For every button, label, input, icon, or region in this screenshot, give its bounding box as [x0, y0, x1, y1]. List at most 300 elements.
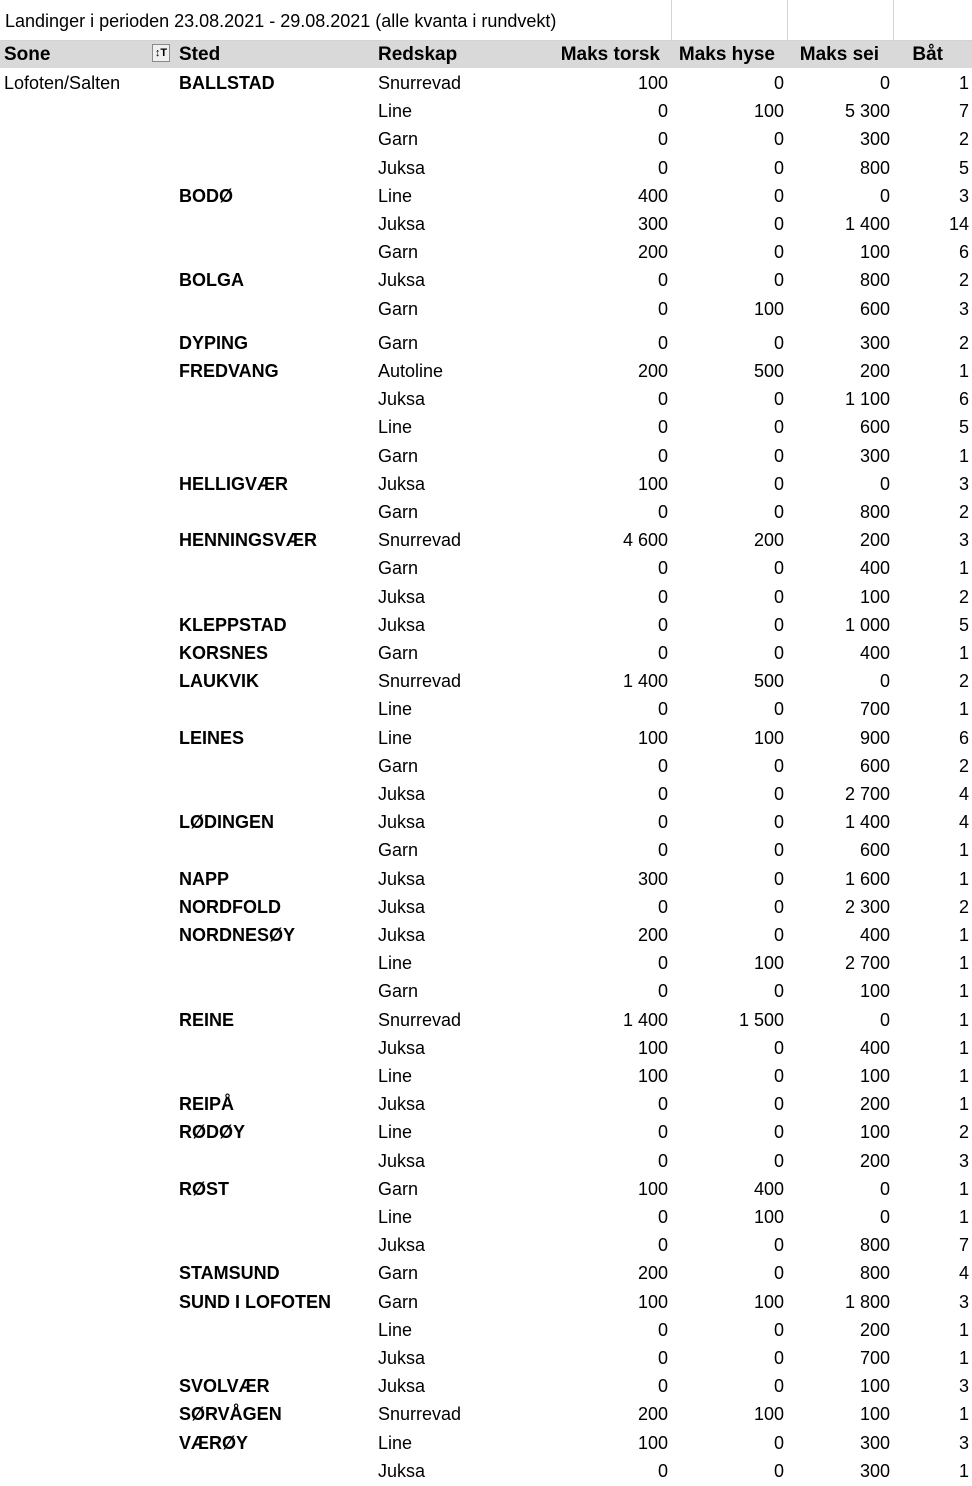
header-maks-hyse[interactable]: Maks hyse: [678, 44, 775, 65]
cell-hyse[interactable]: 0: [773, 473, 784, 494]
cell-hyse[interactable]: 0: [773, 614, 784, 635]
cell-redskap[interactable]: Juksa: [378, 1376, 426, 1397]
cell-torsk[interactable]: 0: [657, 784, 668, 804]
cell-torsk[interactable]: 300: [637, 868, 668, 889]
cell-sei[interactable]: 600: [859, 298, 890, 319]
cell-sei[interactable]: 200: [859, 530, 890, 551]
cell-hyse[interactable]: 0: [773, 73, 784, 93]
cell-hyse[interactable]: 0: [773, 812, 784, 833]
cell-torsk[interactable]: 0: [657, 643, 668, 663]
cell-hyse[interactable]: 0: [773, 389, 784, 410]
cell-redskap[interactable]: Garn: [378, 840, 419, 861]
cell-torsk[interactable]: 0: [657, 981, 668, 1002]
cell-bat[interactable]: 2: [958, 129, 969, 150]
cell-sei[interactable]: 200: [859, 1094, 890, 1115]
cell-sted[interactable]: SØRVÅGEN: [179, 1404, 282, 1425]
cell-torsk[interactable]: 0: [657, 389, 668, 410]
table-row: [0, 977, 972, 1005]
cell-redskap[interactable]: Juksa: [378, 1460, 426, 1481]
cell-sei[interactable]: 400: [859, 558, 890, 579]
cell-redskap[interactable]: Juksa: [378, 784, 426, 804]
cell-torsk[interactable]: 100: [637, 473, 668, 494]
cell-sted[interactable]: REIPÅ: [179, 1094, 235, 1115]
cell-bat[interactable]: 6: [958, 727, 969, 748]
cell-sted[interactable]: RØST: [179, 1178, 230, 1199]
table-row: [0, 836, 972, 864]
cell-hyse[interactable]: 100: [753, 1207, 784, 1227]
cell-redskap[interactable]: Line: [378, 1066, 413, 1086]
cell-sted[interactable]: BALLSTAD: [179, 73, 275, 93]
cell-sei[interactable]: 300: [859, 332, 890, 353]
cell-bat[interactable]: 1: [958, 1009, 969, 1030]
cell-redskap[interactable]: Snurrevad: [378, 530, 462, 551]
cell-redskap[interactable]: Juksa: [378, 925, 426, 945]
cell-hyse[interactable]: 500: [753, 361, 784, 381]
table-row: [0, 611, 972, 639]
cell-hyse[interactable]: 0: [773, 1319, 784, 1340]
cell-hyse[interactable]: 0: [773, 502, 784, 522]
cell-hyse[interactable]: 0: [773, 332, 784, 353]
cell-bat[interactable]: 1: [958, 1404, 969, 1425]
cell-torsk[interactable]: 200: [637, 361, 668, 381]
cell-hyse[interactable]: 0: [773, 1094, 784, 1115]
cell-redskap[interactable]: Snurrevad: [378, 1404, 462, 1425]
cell-hyse[interactable]: 0: [773, 840, 784, 861]
cell-sei[interactable]: 100: [859, 1122, 890, 1143]
cell-sei[interactable]: 2 300: [844, 896, 890, 917]
cell-bat[interactable]: 2: [958, 671, 969, 692]
cell-bat[interactable]: 7: [958, 1235, 969, 1256]
cell-sted[interactable]: NORDNESØY: [179, 925, 296, 945]
cell-hyse[interactable]: 0: [773, 445, 784, 466]
cell-bat[interactable]: 1: [958, 73, 969, 93]
header-maks-torsk[interactable]: Maks torsk: [560, 44, 660, 65]
cell-redskap[interactable]: Garn: [378, 981, 419, 1002]
cell-redskap[interactable]: Line: [378, 1319, 413, 1340]
cell-sted[interactable]: REINE: [179, 1009, 235, 1030]
cell-redskap[interactable]: Garn: [378, 643, 419, 663]
cell-redskap[interactable]: Garn: [378, 502, 419, 522]
cell-redskap[interactable]: Line: [378, 185, 413, 206]
header-sone[interactable]: Sone: [4, 44, 51, 65]
cell-torsk[interactable]: 100: [637, 727, 668, 748]
cell-sei[interactable]: 100: [859, 1376, 890, 1397]
cell-torsk[interactable]: 0: [657, 445, 668, 466]
cell-sei[interactable]: 2 700: [844, 953, 890, 974]
cell-sei[interactable]: 1 400: [844, 812, 890, 833]
cell-redskap[interactable]: Garn: [378, 445, 419, 466]
cell-bat[interactable]: 1: [958, 1460, 969, 1481]
cell-sei[interactable]: 400: [859, 643, 890, 663]
cell-hyse[interactable]: 0: [773, 157, 784, 178]
cell-sei[interactable]: 300: [859, 445, 890, 466]
cell-hyse[interactable]: 0: [773, 1122, 784, 1143]
cell-torsk[interactable]: 0: [657, 755, 668, 776]
cell-bat[interactable]: 1: [958, 1178, 969, 1199]
cell-sted[interactable]: SUND I LOFOTEN: [179, 1291, 331, 1312]
cell-redskap[interactable]: Juksa: [378, 1235, 426, 1256]
cell-redskap[interactable]: Snurrevad: [378, 671, 462, 692]
header-redskap[interactable]: Redskap: [378, 44, 458, 65]
cell-torsk[interactable]: 4 600: [622, 530, 668, 551]
cell-hyse[interactable]: 0: [773, 925, 784, 945]
cell-bat[interactable]: 1: [958, 1319, 969, 1340]
cell-hyse[interactable]: 0: [773, 643, 784, 663]
cell-hyse[interactable]: 0: [773, 868, 784, 889]
cell-torsk[interactable]: 0: [657, 586, 668, 607]
cell-bat[interactable]: 1: [958, 445, 969, 466]
header-sted[interactable]: Sted: [179, 44, 221, 65]
cell-redskap[interactable]: Juksa: [378, 812, 426, 833]
cell-torsk[interactable]: 0: [657, 1235, 668, 1256]
cell-bat[interactable]: 1: [958, 840, 969, 861]
cell-sei[interactable]: 800: [859, 502, 890, 522]
cell-sei[interactable]: 600: [859, 840, 890, 861]
cell-torsk[interactable]: 0: [657, 1319, 668, 1340]
cell-redskap[interactable]: Garn: [378, 129, 419, 150]
table-row: [0, 1400, 972, 1428]
cell-hyse[interactable]: 0: [773, 699, 784, 720]
table-row: [0, 470, 972, 498]
cell-sei[interactable]: 600: [859, 417, 890, 438]
cell-hyse[interactable]: 0: [773, 242, 784, 263]
cell-torsk[interactable]: 0: [657, 1460, 668, 1481]
cell-bat[interactable]: 4: [958, 1263, 969, 1284]
cell-torsk[interactable]: 0: [657, 1094, 668, 1115]
cell-sei[interactable]: 400: [859, 1037, 890, 1058]
cell-hyse[interactable]: 0: [773, 784, 784, 804]
cell-sted[interactable]: LØDINGEN: [179, 812, 275, 833]
cell-torsk[interactable]: 300: [637, 214, 668, 234]
cell-sted[interactable]: NORDFOLD: [179, 896, 281, 917]
cell-redskap[interactable]: Line: [378, 101, 413, 122]
cell-sted[interactable]: DYPING: [179, 332, 249, 353]
cell-torsk[interactable]: 1 400: [622, 671, 668, 692]
cell-hyse[interactable]: 200: [753, 530, 784, 551]
cell-sei[interactable]: 400: [859, 925, 890, 945]
cell-bat[interactable]: 1: [958, 699, 969, 720]
cell-sted[interactable]: HELLIGVÆR: [179, 473, 289, 494]
cell-hyse[interactable]: 0: [773, 270, 784, 291]
cell-sted[interactable]: STAMSUND: [179, 1263, 280, 1284]
cell-hyse[interactable]: 0: [773, 896, 784, 917]
cell-sei[interactable]: 1 600: [844, 868, 890, 889]
cell-sei[interactable]: 2 700: [844, 784, 890, 804]
table-row: [0, 554, 972, 582]
table-row: [0, 865, 972, 893]
cell-sei[interactable]: 200: [859, 361, 890, 381]
cell-redskap[interactable]: Garn: [378, 332, 419, 353]
cell-redskap[interactable]: Juksa: [378, 473, 426, 494]
cell-redskap[interactable]: Juksa: [378, 157, 426, 178]
cell-hyse[interactable]: 0: [773, 1037, 784, 1058]
cell-sei[interactable]: 800: [859, 270, 890, 291]
header-bat[interactable]: Båt: [912, 44, 943, 65]
cell-hyse[interactable]: 100: [753, 1291, 784, 1312]
cell-redskap[interactable]: Snurrevad: [378, 1009, 462, 1030]
cell-bat[interactable]: 1: [958, 981, 969, 1002]
cell-hyse[interactable]: 0: [773, 129, 784, 150]
cell-bat[interactable]: 1: [958, 1037, 969, 1058]
cell-hyse[interactable]: 100: [753, 298, 784, 319]
cell-bat[interactable]: 1: [958, 1066, 969, 1086]
cell-torsk[interactable]: 100: [637, 1291, 668, 1312]
cell-sei[interactable]: 1 100: [844, 389, 890, 410]
cell-bat[interactable]: 1: [958, 558, 969, 579]
cell-torsk[interactable]: 100: [637, 1066, 668, 1086]
cell-redskap[interactable]: Garn: [378, 755, 419, 776]
cell-torsk[interactable]: 0: [657, 332, 668, 353]
cell-torsk[interactable]: 200: [637, 242, 668, 263]
cell-torsk[interactable]: 0: [657, 896, 668, 917]
cell-hyse[interactable]: 0: [773, 185, 784, 206]
cell-bat[interactable]: 2: [958, 1122, 969, 1143]
cell-sei[interactable]: 0: [879, 1178, 890, 1199]
cell-torsk[interactable]: 0: [657, 157, 668, 178]
cell-redskap[interactable]: Autoline: [378, 361, 444, 381]
cell-torsk[interactable]: 0: [657, 101, 668, 122]
cell-bat[interactable]: 2: [958, 502, 969, 522]
cell-redskap[interactable]: Juksa: [378, 389, 426, 410]
table-row: [0, 1034, 972, 1062]
cell-bat[interactable]: 1: [958, 361, 969, 381]
cell-bat[interactable]: 1: [958, 1094, 969, 1115]
cell-redskap[interactable]: Juksa: [378, 896, 426, 917]
cell-bat[interactable]: 14: [948, 214, 969, 234]
cell-bat[interactable]: 1: [958, 953, 969, 974]
cell-redskap[interactable]: Garn: [378, 1291, 419, 1312]
sheet-title[interactable]: Landinger i perioden 23.08.2021 - 29.08.2021 (alle kvanta i rundvekt): [5, 11, 557, 31]
cell-bat[interactable]: 3: [958, 1150, 969, 1171]
cell-redskap[interactable]: Garn: [378, 242, 419, 263]
cell-bat[interactable]: 2: [958, 896, 969, 917]
cell-redskap[interactable]: Juksa: [378, 1037, 426, 1058]
cell-sted[interactable]: VÆRØY: [179, 1432, 249, 1453]
cell-bat[interactable]: 1: [958, 1207, 969, 1227]
cell-sei[interactable]: 0: [879, 473, 890, 494]
cell-hyse[interactable]: 100: [753, 953, 784, 974]
cell-bat[interactable]: 1: [958, 868, 969, 889]
cell-sei[interactable]: 100: [859, 242, 890, 263]
table-row: [0, 97, 972, 125]
cell-hyse[interactable]: 0: [773, 755, 784, 776]
cell-hyse[interactable]: 0: [773, 1263, 784, 1284]
cell-torsk[interactable]: 200: [637, 925, 668, 945]
cell-bat[interactable]: 7: [958, 101, 969, 122]
cell-bat[interactable]: 3: [958, 1432, 969, 1453]
cell-redskap[interactable]: Juksa: [378, 1150, 426, 1171]
cell-sted[interactable]: RØDØY: [179, 1122, 246, 1143]
cell-sted[interactable]: BOLGA: [179, 270, 244, 291]
cell-sei[interactable]: 800: [859, 1235, 890, 1256]
cell-redskap[interactable]: Line: [378, 699, 413, 720]
cell-hyse[interactable]: 0: [773, 417, 784, 438]
cell-sei[interactable]: 600: [859, 755, 890, 776]
cell-redskap[interactable]: Line: [378, 1207, 413, 1227]
cell-hyse[interactable]: 0: [773, 981, 784, 1002]
cell-redskap[interactable]: Garn: [378, 1263, 419, 1284]
table-row: [0, 442, 972, 470]
cell-redskap[interactable]: Juksa: [378, 214, 426, 234]
cell-hyse[interactable]: 0: [773, 214, 784, 234]
cell-hyse[interactable]: 0: [773, 1150, 784, 1171]
table-row: [0, 1259, 972, 1287]
cell-hyse[interactable]: 0: [773, 1460, 784, 1481]
cell-hyse[interactable]: 100: [753, 1404, 784, 1425]
table-row: [0, 210, 972, 238]
cell-sei[interactable]: 700: [859, 1348, 890, 1368]
cell-hyse[interactable]: 0: [773, 1376, 784, 1397]
cell-bat[interactable]: 3: [958, 530, 969, 551]
header-maks-sei[interactable]: Maks sei: [799, 44, 879, 65]
cell-bat[interactable]: 3: [958, 1291, 969, 1312]
cell-torsk[interactable]: 100: [637, 1432, 668, 1453]
cell-torsk[interactable]: 0: [657, 270, 668, 291]
cell-bat[interactable]: 4: [958, 812, 969, 833]
cell-redskap[interactable]: Juksa: [378, 270, 426, 291]
cell-sone[interactable]: Lofoten/Salten: [4, 73, 121, 93]
cell-redskap[interactable]: Line: [378, 1122, 413, 1143]
cell-hyse[interactable]: 500: [753, 671, 784, 692]
cell-torsk[interactable]: 0: [657, 953, 668, 974]
cell-torsk[interactable]: 1 400: [622, 1009, 668, 1030]
cell-bat[interactable]: 2: [958, 755, 969, 776]
cell-bat[interactable]: 1: [958, 1348, 969, 1368]
cell-redskap[interactable]: Snurrevad: [378, 73, 462, 93]
cell-torsk[interactable]: 400: [637, 185, 668, 206]
cell-redskap[interactable]: Garn: [378, 1178, 419, 1199]
cell-sei[interactable]: 1 800: [844, 1291, 890, 1312]
cell-torsk[interactable]: 0: [657, 614, 668, 635]
cell-torsk[interactable]: 0: [657, 558, 668, 579]
cell-sei[interactable]: 0: [879, 185, 890, 206]
cell-sei[interactable]: 0: [879, 671, 890, 692]
cell-torsk[interactable]: 100: [637, 1178, 668, 1199]
cell-sei[interactable]: 5 300: [844, 101, 890, 122]
cell-torsk[interactable]: 0: [657, 1348, 668, 1368]
cell-sted[interactable]: HENNINGSVÆR: [179, 530, 318, 551]
cell-bat[interactable]: 5: [958, 614, 969, 635]
cell-sted[interactable]: LEINES: [179, 727, 245, 748]
cell-sted[interactable]: NAPP: [179, 868, 230, 889]
cell-bat[interactable]: 2: [958, 270, 969, 291]
cell-bat[interactable]: 4: [958, 784, 969, 804]
cell-torsk[interactable]: 0: [657, 1150, 668, 1171]
cell-redskap[interactable]: Juksa: [378, 1094, 426, 1115]
cell-hyse[interactable]: 0: [773, 558, 784, 579]
cell-sei[interactable]: 300: [859, 129, 890, 150]
cell-sei[interactable]: 0: [879, 1207, 890, 1227]
cell-torsk[interactable]: 0: [657, 840, 668, 861]
cell-hyse[interactable]: 0: [773, 1432, 784, 1453]
cell-hyse[interactable]: 0: [773, 1348, 784, 1368]
cell-hyse[interactable]: 100: [753, 101, 784, 122]
cell-sted[interactable]: SVOLVÆR: [179, 1376, 270, 1397]
cell-bat[interactable]: 3: [958, 473, 969, 494]
cell-bat[interactable]: 1: [958, 643, 969, 663]
cell-redskap[interactable]: Juksa: [378, 868, 426, 889]
cell-sei[interactable]: 900: [859, 727, 890, 748]
cell-torsk[interactable]: 100: [637, 1037, 668, 1058]
cell-bat[interactable]: 3: [958, 185, 969, 206]
cell-hyse[interactable]: 100: [753, 727, 784, 748]
cell-bat[interactable]: 6: [958, 242, 969, 263]
cell-bat[interactable]: 6: [958, 389, 969, 410]
cell-sei[interactable]: 300: [859, 1432, 890, 1453]
cell-bat[interactable]: 3: [958, 298, 969, 319]
cell-torsk[interactable]: 200: [637, 1263, 668, 1284]
cell-hyse[interactable]: 400: [753, 1178, 784, 1199]
cell-redskap[interactable]: Juksa: [378, 1348, 426, 1368]
cell-torsk[interactable]: 0: [657, 417, 668, 438]
cell-sei[interactable]: 700: [859, 699, 890, 720]
table-row: [0, 695, 972, 723]
cell-torsk[interactable]: 0: [657, 1376, 668, 1397]
cell-torsk[interactable]: 0: [657, 298, 668, 319]
cell-torsk[interactable]: 0: [657, 1122, 668, 1143]
cell-bat[interactable]: 1: [958, 925, 969, 945]
table-row: [0, 639, 972, 667]
cell-bat[interactable]: 5: [958, 417, 969, 438]
cell-sei[interactable]: 100: [859, 586, 890, 607]
cell-redskap[interactable]: Juksa: [378, 614, 426, 635]
cell-bat[interactable]: 5: [958, 157, 969, 178]
cell-redskap[interactable]: Line: [378, 953, 413, 974]
cell-sted[interactable]: KLEPPSTAD: [179, 614, 287, 635]
cell-sei[interactable]: 200: [859, 1319, 890, 1340]
cell-torsk[interactable]: 0: [657, 1207, 668, 1227]
filter-sort-icon[interactable]: ↕T: [152, 44, 170, 62]
cell-sei[interactable]: 100: [859, 1404, 890, 1425]
cell-sei[interactable]: 1 000: [844, 614, 890, 635]
cell-sei[interactable]: 0: [879, 1009, 890, 1030]
cell-torsk[interactable]: 100: [637, 73, 668, 93]
cell-hyse[interactable]: 1 500: [738, 1009, 784, 1030]
cell-redskap[interactable]: Line: [378, 417, 413, 438]
cell-redskap[interactable]: Line: [378, 727, 413, 748]
cell-bat[interactable]: 2: [958, 586, 969, 607]
cell-sted[interactable]: FREDVANG: [179, 361, 279, 381]
cell-sei[interactable]: 100: [859, 1066, 890, 1086]
cell-redskap[interactable]: Garn: [378, 558, 419, 579]
cell-torsk[interactable]: 0: [657, 502, 668, 522]
cell-sted[interactable]: KORSNES: [179, 643, 269, 663]
cell-sei[interactable]: 100: [859, 981, 890, 1002]
cell-sei[interactable]: 800: [859, 157, 890, 178]
cell-hyse[interactable]: 0: [773, 586, 784, 607]
cell-sei[interactable]: 300: [859, 1460, 890, 1481]
cell-sei[interactable]: 200: [859, 1150, 890, 1171]
cell-hyse[interactable]: 0: [773, 1066, 784, 1086]
cell-redskap[interactable]: Juksa: [378, 586, 426, 607]
cell-redskap[interactable]: Line: [378, 1432, 413, 1453]
cell-sted[interactable]: LAUKVIK: [179, 671, 259, 692]
table-row: [0, 1175, 972, 1203]
table-row: [0, 1147, 972, 1175]
cell-torsk[interactable]: 200: [637, 1404, 668, 1425]
cell-redskap[interactable]: Garn: [378, 298, 419, 319]
cell-sei[interactable]: 1 400: [844, 214, 890, 234]
cell-sei[interactable]: 800: [859, 1263, 890, 1284]
cell-torsk[interactable]: 0: [657, 699, 668, 720]
cell-sted[interactable]: BODØ: [179, 185, 233, 206]
cell-bat[interactable]: 2: [958, 332, 969, 353]
cell-hyse[interactable]: 0: [773, 1235, 784, 1256]
cell-torsk[interactable]: 0: [657, 812, 668, 833]
cell-bat[interactable]: 3: [958, 1376, 969, 1397]
cell-torsk[interactable]: 0: [657, 129, 668, 150]
cell-sei[interactable]: 0: [879, 73, 890, 93]
